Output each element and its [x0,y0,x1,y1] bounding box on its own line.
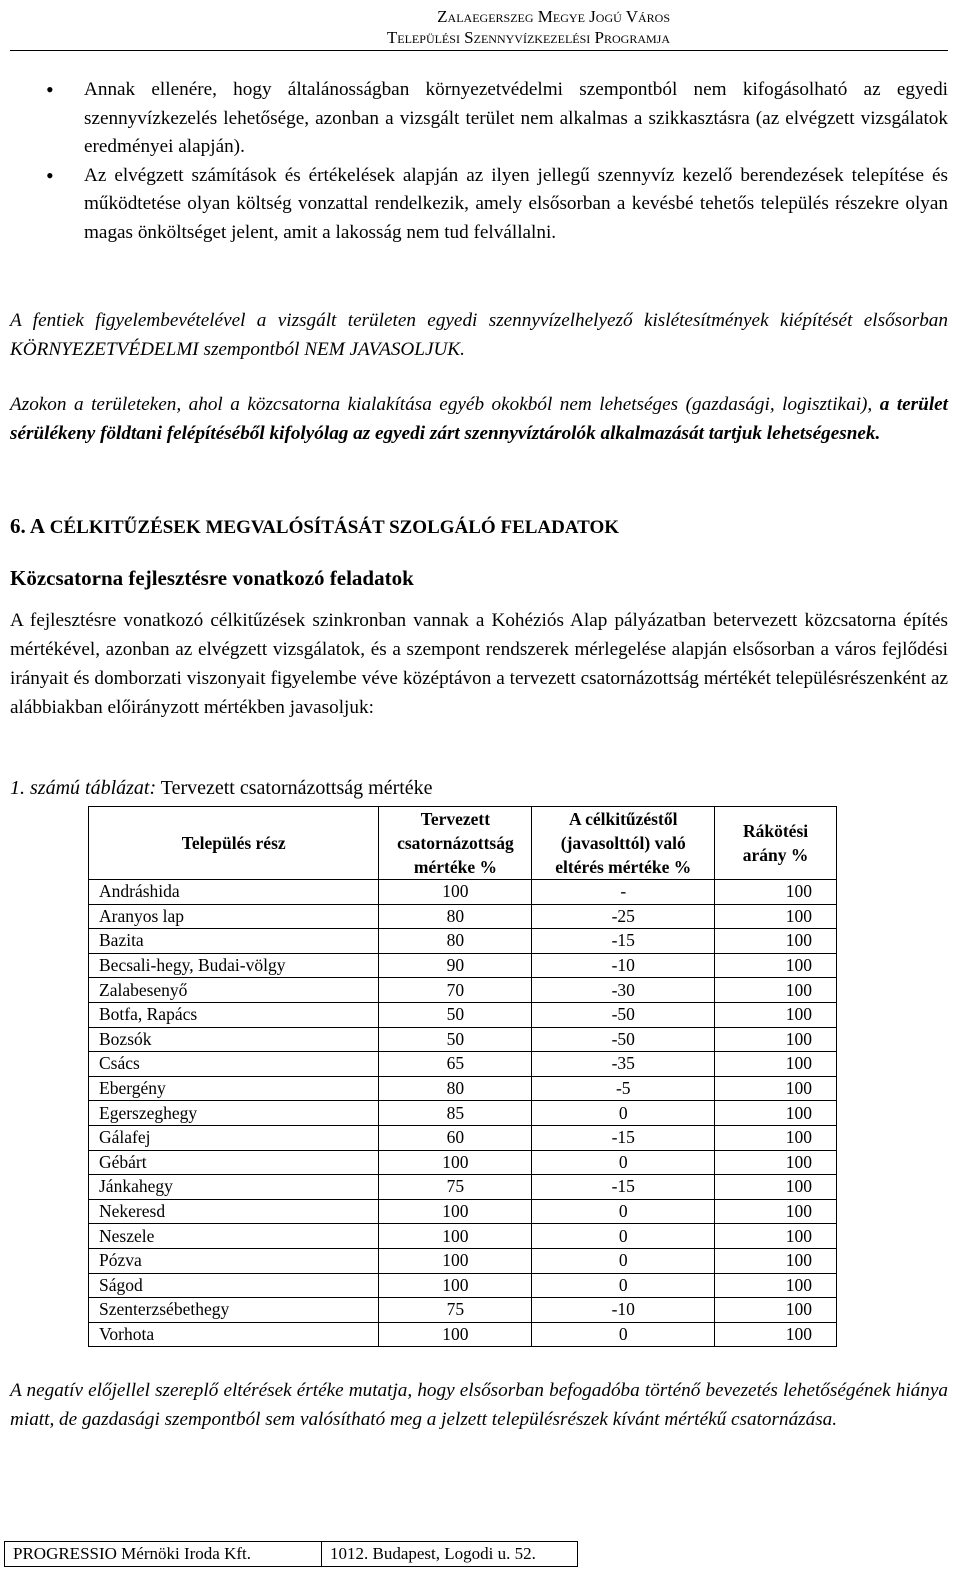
table-row [89,880,837,905]
cell-deviation: 0 [532,1150,715,1175]
closed-tank-paragraph [10,390,948,448]
table-row [89,1101,837,1126]
header-connection-rate: Rákötési arány % [715,807,837,880]
cell-connection-rate: 100 [715,1101,837,1126]
cell-deviation: - [532,880,715,905]
cell-planned-coverage: 80 [379,929,532,954]
header-deviation: A célkitűzéstől (javasolttól) való eltérés mértéke % [532,807,715,880]
cell-district: Vorhota [89,1322,379,1347]
cell-deviation: -50 [532,1027,715,1052]
footer-address: 1012. Budapest, Logodi u. 52. [322,1542,578,1567]
table-row [89,1052,837,1077]
table-row [89,1224,837,1249]
closed-tank-emphasis: a terület sérülékeny földtani felépítéséből kifolyólag az egyedi zárt szennyvíztárolók alkalmazását tartjuk lehetségesnek. [10,394,948,444]
cell-planned-coverage: 75 [379,1298,532,1323]
header-planned-coverage: Tervezett csatornázottság mértéke % [379,807,532,880]
cell-connection-rate: 100 [715,1224,837,1249]
cell-connection-rate: 100 [715,1027,837,1052]
table-note: A negatív előjellel szereplő eltérések értéke mutatja, hogy elsősorban befogadóba történő bevezetés lehetőségének hiánya miatt, de gazdasági szempontból sem valósítható meg a jelzett településrészek kívánt mértékű csatornázása. [10,1380,948,1430]
cell-connection-rate: 100 [715,1248,837,1273]
cell-planned-coverage: 50 [379,1002,532,1027]
footer-company: PROGRESSIO Mérnöki Iroda Kft. [5,1542,322,1567]
cell-deviation: 0 [532,1248,715,1273]
recommendation-paragraph: A fentiek figyelembevételével a vizsgált területen egyedi szennyvízelhelyező kislétesítmények kiépítését elsősorban KÖRNYEZETVÉDELMI szempontból NEM JAVASOLJUK. [10,310,948,360]
cell-connection-rate: 100 [715,929,837,954]
cell-planned-coverage: 100 [379,1150,532,1175]
development-paragraph: A fejlesztésre vonatkozó célkitűzések szinkronban vannak a Kohéziós Alap pályázatban betervezett közcsatorna építés mértékével, azonban az elvégzett vizsgálatok, és a szempont rendszerek mérlegelése alapján elsősorban a város fejlődési irányait és domborzati viszonyait figyelembe véve középtávon a tervezett csatornázottság mértékét településrészenként az alábbiakban előirányzott mértékben javasoljuk: [10,610,948,718]
cell-deviation: -15 [532,929,715,954]
cell-planned-coverage: 80 [379,904,532,929]
sewerage-table [88,806,837,1347]
cell-planned-coverage: 80 [379,1076,532,1101]
cell-deviation: -50 [532,1002,715,1027]
cell-district: Csács [89,1052,379,1077]
cell-district: Andráshida [89,880,379,905]
cell-planned-coverage: 100 [379,1224,532,1249]
cell-deviation: 0 [532,1273,715,1298]
cell-connection-rate: 100 [715,880,837,905]
cell-district: Botfa, Rapács [89,1002,379,1027]
cell-connection-rate: 100 [715,1150,837,1175]
cell-planned-coverage: 100 [379,1199,532,1224]
table-caption [10,777,433,800]
cell-district: Jánkahegy [89,1175,379,1200]
cell-connection-rate: 100 [715,978,837,1003]
cell-deviation: -25 [532,904,715,929]
subheading: Közcsatorna fejlesztésre vonatkozó feladatok [10,566,414,590]
cell-district: Pózva [89,1248,379,1273]
cell-planned-coverage: 100 [379,1248,532,1273]
table-row [89,1248,837,1273]
cell-district: Gébárt [89,1150,379,1175]
table-body [89,880,837,1347]
table-header-row [89,807,837,880]
cell-planned-coverage: 60 [379,1125,532,1150]
cell-district: Bozsók [89,1027,379,1052]
cell-deviation: -10 [532,1298,715,1323]
table-row [89,953,837,978]
cell-connection-rate: 100 [715,1175,837,1200]
header-divider [10,50,948,51]
table-row [89,904,837,929]
bullet-list [44,76,948,248]
cell-planned-coverage: 50 [379,1027,532,1052]
header-line-1: Zalaegerszeg Megye Jogú Város [437,7,670,26]
cell-connection-rate: 100 [715,1298,837,1323]
cell-deviation: 0 [532,1224,715,1249]
section-first-letter: A [29,514,46,538]
cell-district: Aranyos lap [89,904,379,929]
table-row [89,978,837,1003]
cell-district: Szenterzsébethegy [89,1298,379,1323]
cell-connection-rate: 100 [715,1052,837,1077]
header-line-2: Települési Szennyvízkezelési Programja [386,28,670,47]
cell-planned-coverage: 70 [379,978,532,1003]
cell-deviation: -15 [532,1175,715,1200]
page-header [10,6,670,48]
cell-deviation: -35 [532,1052,715,1077]
cell-connection-rate: 100 [715,1322,837,1347]
cell-connection-rate: 100 [715,1125,837,1150]
table-caption-label: 1. számú táblázat: [10,777,157,799]
page-footer [4,1541,578,1567]
cell-planned-coverage: 75 [379,1175,532,1200]
cell-deviation: 0 [532,1322,715,1347]
table-row [89,1125,837,1150]
cell-connection-rate: 100 [715,953,837,978]
cell-planned-coverage: 100 [379,880,532,905]
cell-connection-rate: 100 [715,904,837,929]
cell-planned-coverage: 100 [379,1273,532,1298]
table-row [89,1076,837,1101]
cell-district: Neszele [89,1224,379,1249]
cell-connection-rate: 100 [715,1273,837,1298]
cell-district: Zalabesenyő [89,978,379,1003]
section-number: 6. [10,514,30,538]
table-row [89,1150,837,1175]
cell-deviation: 0 [532,1199,715,1224]
section-title: CÉLKITŰZÉSEK MEGVALÓSÍTÁSÁT SZOLGÁLÓ FELADATOK [45,517,620,538]
table-row [89,1322,837,1347]
bullet-item: • Annak ellenére, hogy általánosságban környezetvédelmi szempontból nem kifogásolható az egyedi szennyvízkezelés lehetősége, azonban a vizsgált terület nem alkalmas a szikkasztásra (az elvégzett vizsgálatok eredményei alapján). [44,76,948,162]
cell-district: Ságod [89,1273,379,1298]
cell-district: Bazita [89,929,379,954]
cell-district: Ebergény [89,1076,379,1101]
table-row [89,1175,837,1200]
table-row [89,1002,837,1027]
cell-deviation: 0 [532,1101,715,1126]
cell-deviation: -30 [532,978,715,1003]
table-caption-title: Tervezett csatornázottság mértéke [156,777,433,799]
cell-connection-rate: 100 [715,1199,837,1224]
cell-connection-rate: 100 [715,1002,837,1027]
cell-planned-coverage: 90 [379,953,532,978]
cell-planned-coverage: 85 [379,1101,532,1126]
table-row [89,929,837,954]
table-row [89,1027,837,1052]
table-row [89,1298,837,1323]
cell-deviation: -10 [532,953,715,978]
cell-planned-coverage: 100 [379,1322,532,1347]
bullet-item: • Az elvégzett számítások és értékelések alapján az ilyen jellegű szennyvíz kezelő berendezések telepítése és működtetése olyan költség vonzattal rendelkezik, amely elsősorban a kevésbé tehetős település részekre olyan magas önköltséget jelent, amit a lakosság nem tud felvállalni. [44,162,948,248]
table-row [89,1273,837,1298]
cell-connection-rate: 100 [715,1076,837,1101]
table-row [89,1199,837,1224]
cell-deviation: -15 [532,1125,715,1150]
cell-district: Egerszeghegy [89,1101,379,1126]
cell-deviation: -5 [532,1076,715,1101]
section-heading [10,514,619,539]
cell-planned-coverage: 65 [379,1052,532,1077]
header-district: Település rész [89,807,379,880]
closed-tank-text: Azokon a területeken, ahol a közcsatorna kialakítása egyéb okokból nem lehetséges (gazdasági, logisztikai), [10,394,880,415]
cell-district: Nekeresd [89,1199,379,1224]
cell-district: Gálafej [89,1125,379,1150]
cell-district: Becsali-hegy, Budai-völgy [89,953,379,978]
